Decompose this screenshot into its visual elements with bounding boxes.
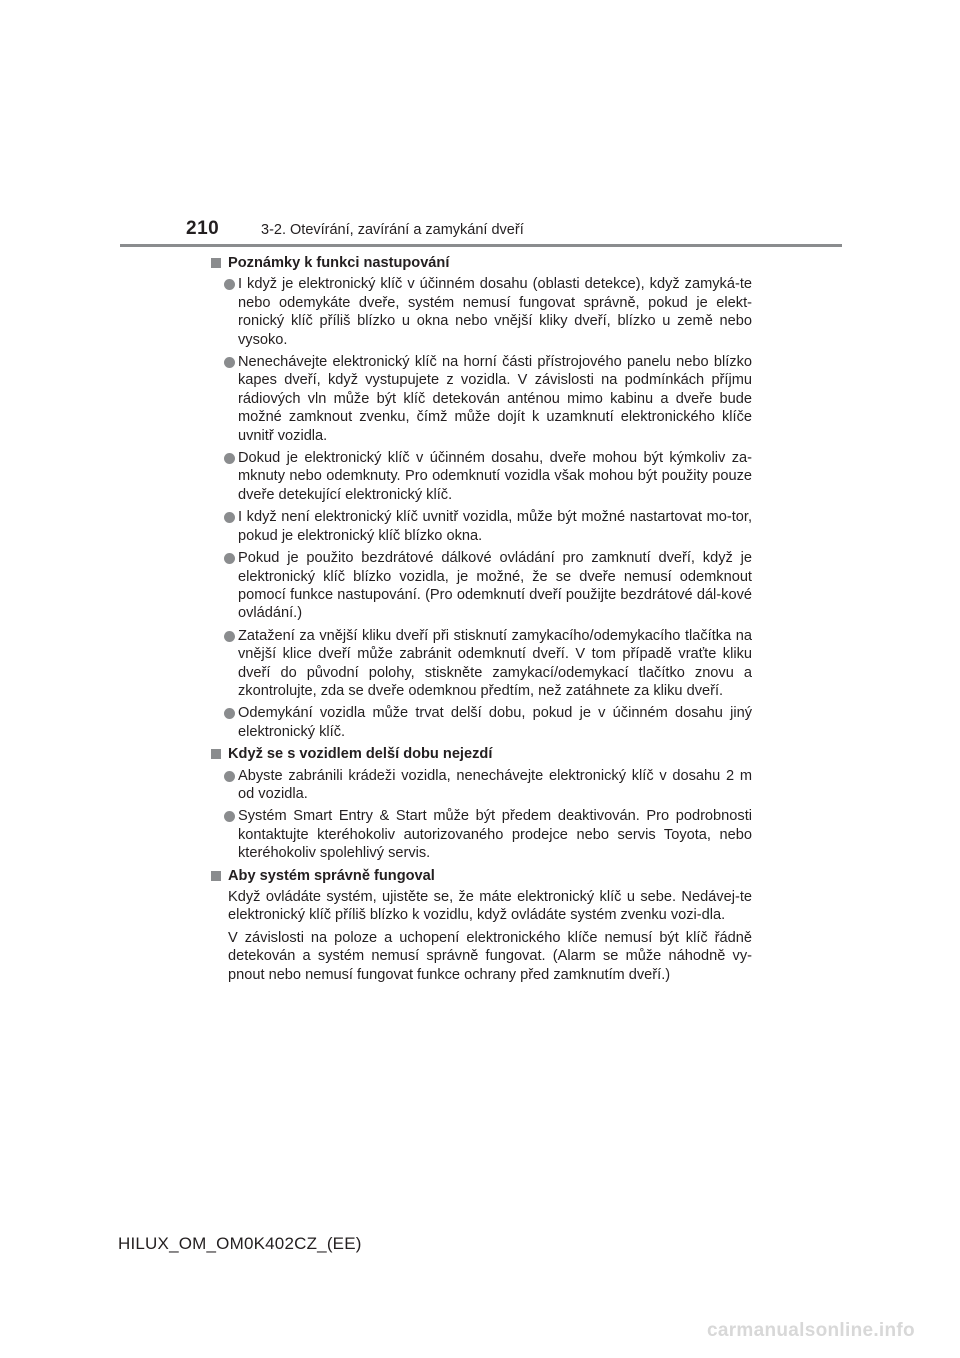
square-bullet-icon bbox=[211, 871, 221, 881]
circle-bullet-icon bbox=[224, 553, 235, 564]
section-long-term-parking bbox=[210, 745, 752, 862]
paragraph: V závislosti na poloze a uchopení elektronického klíče nemusí být klíč řádně detekován a systém nemusí správně fungovat. (Alarm se může náhodně vy-pnout nebo nemusí fungovat funkce ochrany před zamknutím dveří.) bbox=[228, 929, 752, 983]
list-item: Odemykání vozidla může trvat delší dobu, pokud je v účinném dosahu jiný elektronický klíč. bbox=[210, 704, 752, 741]
paragraph: Když ovládáte systém, ujistěte se, že máte elektronický klíč u sebe. Nedávej-te elektronický klíč příliš blízko k vozidlu, když ovládáte systém zvenku vozi-dla. bbox=[228, 889, 752, 924]
page-number: 210 bbox=[186, 218, 220, 239]
circle-bullet-icon bbox=[224, 811, 235, 822]
circle-bullet-icon bbox=[224, 631, 235, 642]
watermark: carmanualsonline.info bbox=[707, 1320, 915, 1341]
circle-bullet-icon bbox=[224, 357, 235, 368]
section-heading: Když se s vozidlem delší dobu nejezdí bbox=[210, 745, 752, 763]
page-header bbox=[0, 0, 960, 250]
list-item: Zatažení za vnější kliku dveří při stisknutí zamykacího/odemykacího tlačítka na vnější klice dveří může zabránit odemknutí dveří. V tom případě vraťte kliku dveří do původní polohy, stiskněte zamykací/odemykací tlačítko znovu a zkontrolujte, zda se dveře odemknou předtím, než zatáhnete za kliku dveří. bbox=[210, 627, 752, 701]
list-item: I když je elektronický klíč v účinném dosahu (oblasti detekce), když zamyká-te nebo odemykáte dveře, systém nemusí fungovat správně, pokud je elekt-ronický klíč příliš blízko u okna nebo vnější kliky dveří, blízko u země nebo vysoko. bbox=[210, 275, 752, 349]
list-item: I když není elektronický klíč uvnitř vozidla, může být možné nastartovat mo-tor, pokud je elektronický klíč blízko okna. bbox=[210, 508, 752, 545]
section-heading: Poznámky k funkci nastupování bbox=[210, 254, 752, 272]
page-content bbox=[210, 254, 752, 988]
section-entry-notes bbox=[210, 254, 752, 741]
list-item: Systém Smart Entry & Start může být předem deaktivován. Pro podrobnosti kontaktujte kteréhokoliv autorizovaného prodejce nebo servis Toyota, nebo kteréhokoliv spolehlivý servis. bbox=[210, 807, 752, 862]
circle-bullet-icon bbox=[224, 512, 235, 523]
circle-bullet-icon bbox=[224, 708, 235, 719]
square-bullet-icon bbox=[211, 749, 221, 759]
header-divider bbox=[120, 244, 842, 247]
circle-bullet-icon bbox=[224, 453, 235, 464]
square-bullet-icon bbox=[211, 258, 221, 268]
list-item: Nenechávejte elektronický klíč na horní části přístrojového panelu nebo blízko kapes dveří, když vystupujete z vozidla. V závislosti na podmínkách příjmu rádiových vln může být klíč detekován anténou mimo kabinu a dveře bude možné zamknout zvenku, čímž může dojít k uzamknutí elektronického klíče uvnitř vozidla. bbox=[210, 353, 752, 445]
circle-bullet-icon bbox=[224, 771, 235, 782]
circle-bullet-icon bbox=[224, 279, 235, 290]
section-heading: Aby systém správně fungoval bbox=[210, 867, 752, 885]
section-proper-operation bbox=[210, 867, 752, 984]
section-title: 3-2. Otevírání, zavírání a zamykání dveří bbox=[261, 222, 524, 238]
list-item: Abyste zabránili krádeži vozidla, nenechávejte elektronický klíč v dosahu 2 m od vozidla. bbox=[210, 767, 752, 804]
list-item: Pokud je použito bezdrátové dálkové ovládání pro zamknutí dveří, když je elektronický klíč blízko vozidla, je možné, že se dveře nemusí odemknout pomocí funkce nastupování. (Pro odemknutí dveří použijte bezdrátové dál-kové ovládání.) bbox=[210, 549, 752, 623]
list-item: Dokud je elektronický klíč v účinném dosahu, dveře mohou být kýmkoliv za-mknuty nebo odemknuty. Pro odemknutí vozidla však mohou být použity pouze dveře detekující elektronický klíč. bbox=[210, 449, 752, 504]
document-code: HILUX_OM_OM0K402CZ_(EE) bbox=[118, 1234, 362, 1253]
